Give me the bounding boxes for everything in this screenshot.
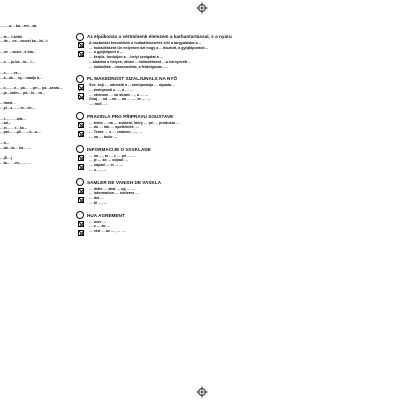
left-text-line: …(S…) — [0, 156, 12, 161]
crossed-bin-icon — [78, 230, 84, 236]
language-badge-icon — [76, 145, 84, 153]
disposal-section — [76, 178, 322, 206]
section-text-line: … a gyűjtőpont a … — [89, 50, 124, 55]
section-text-line: Sve, koji … odnositi a …zbrinjavanja … otpada… — [89, 83, 175, 88]
section-text-line: … odpad … in … … — [89, 163, 124, 168]
left-text-line: …e… …ez… — [0, 70, 22, 75]
registration-crosshair-icon — [196, 386, 208, 398]
crossed-bin-icon — [78, 164, 84, 170]
left-text-line: …ad… — [0, 121, 12, 126]
disposal-section — [76, 211, 322, 239]
section-text-line: … o …, … — [89, 167, 107, 172]
section-header — [76, 112, 322, 121]
left-text-line: …s. …ja ba…ia… l… — [0, 60, 36, 65]
section-title: SAMLER DE VANISH DE VASKLA — [87, 179, 162, 185]
left-text-line: …de… ne…zuzzel ka…bt…t — [0, 39, 48, 44]
section-text-line: … zbrinjavati u …, a … … — [89, 87, 134, 92]
registration-crosshair-icon — [196, 2, 208, 14]
section-text-line: … til …, … — [89, 200, 108, 205]
section-text-line: …, radi … . — [89, 102, 109, 107]
left-text-line: …el… …r…ka… — [0, 125, 28, 130]
crossed-bin-icon — [78, 42, 84, 48]
left-text-line: …ne …zuzzl…k bta… — [0, 49, 37, 54]
language-badge-icon — [76, 75, 84, 83]
section-text-line: … hulladéka …hasznosítás, a feldolgozás …. — [89, 64, 168, 69]
section-title: PL MAKEDNOST SIZALJUNALS NA NYŐ — [87, 76, 178, 82]
section-text-line: … tento … na … znakem, ktery … pri … produktu … — [89, 120, 180, 125]
left-text-line: …t…… …zda… — [0, 116, 27, 121]
section-header — [76, 178, 322, 187]
section-title: HUA AGREMENT — [87, 212, 125, 218]
left-text-line: …s… …n… pa… …pri… pa…arxas… — [0, 86, 63, 91]
language-badge-icon — [76, 33, 84, 41]
left-text-line: …, …a… ba…ere…ak — [0, 24, 37, 28]
section-title: PRAVIDLA PRO PŘIPRAVU SOUSTAVE — [87, 113, 174, 119]
section-text-line: … dette … skal … og … … — [89, 186, 136, 191]
section-text-line: … stranom … sa strane …, a … … — [89, 92, 149, 97]
left-text-line: …ta… …es…… … — [0, 160, 31, 165]
left-text-line: …ab…ia… ka… … — [0, 145, 32, 150]
section-text-line: … over … — [89, 219, 107, 224]
crossed-bin-icon — [78, 51, 84, 57]
left-text-line: …pl…s… …ln…sh… — [0, 105, 36, 110]
section-header — [76, 145, 322, 154]
section-text-line: … hulladékként Ön helyesen azt hogy a …hisztott, a gyűjtőpontok… — [89, 45, 209, 50]
section-text-line: … na …, to … z … pri … … — [89, 153, 136, 158]
crossed-bin-icon — [78, 84, 84, 90]
crossed-bin-icon — [78, 122, 84, 128]
crossed-bin-icon — [78, 131, 84, 137]
section-text-line: … do … tak … spotřebiče, … — [89, 125, 140, 130]
language-badge-icon — [76, 178, 84, 186]
disposal-info-column — [76, 32, 322, 244]
section-header — [76, 74, 322, 83]
crossed-bin-icon — [78, 188, 84, 194]
section-text-line: … information … sorteres … — [89, 191, 139, 196]
crossed-bin-icon — [78, 93, 84, 99]
section-header — [76, 211, 322, 220]
left-text-line: …d… — [0, 140, 10, 145]
section-title: Az elpűkonás a vértmínenk elemzem a karbantartással, s a nyáru — [87, 34, 232, 39]
language-badge-icon — [76, 211, 84, 219]
left-text-line: …te… Lahtik — [0, 34, 22, 39]
section-text-line: … s … av … — [89, 224, 111, 229]
section-text-line: … Tento … s … znakem, …, … — [89, 130, 142, 135]
crossed-bin-icon — [78, 197, 84, 203]
section-text-line: …alakítsa a helyes, útban …hulladékként …a környezeti… — [89, 59, 191, 64]
section-text-line: Ovaj … od …sa … na … …, te … … — [89, 97, 151, 102]
section-text-line: … kérjük, forduljon a …helyi szolgálat a … — [89, 55, 164, 60]
section-text-line: A háztartási készülékek a hulladékkezelés elől a tárgyalásba a… — [89, 41, 202, 45]
left-text-column — [0, 24, 66, 165]
section-text-line: … ved … av …, … … — [89, 229, 126, 234]
section-text-line: … det … — [89, 196, 104, 201]
section-text-line: … na … bude … — [89, 134, 118, 139]
disposal-section — [76, 145, 322, 173]
section-header — [76, 32, 322, 41]
left-text-line: …pal… …pli… …b…a… — [0, 130, 41, 135]
disposal-section — [76, 74, 322, 107]
left-text-line: …ja…ladin… pa…ki… ta… — [0, 90, 46, 95]
section-title: INFORMACIJE O VASKLADE — [87, 146, 151, 152]
disposal-section — [76, 112, 322, 140]
crossed-bin-icon — [78, 221, 84, 227]
language-badge-icon — [76, 112, 84, 120]
crossed-bin-icon — [78, 155, 84, 161]
left-text-line: …a…ak… ny…ndalja b… — [0, 75, 43, 80]
left-text-line: …hand… — [0, 101, 16, 106]
disposal-section — [76, 32, 322, 69]
section-text-line: … je … za … odpad … — [89, 158, 128, 163]
